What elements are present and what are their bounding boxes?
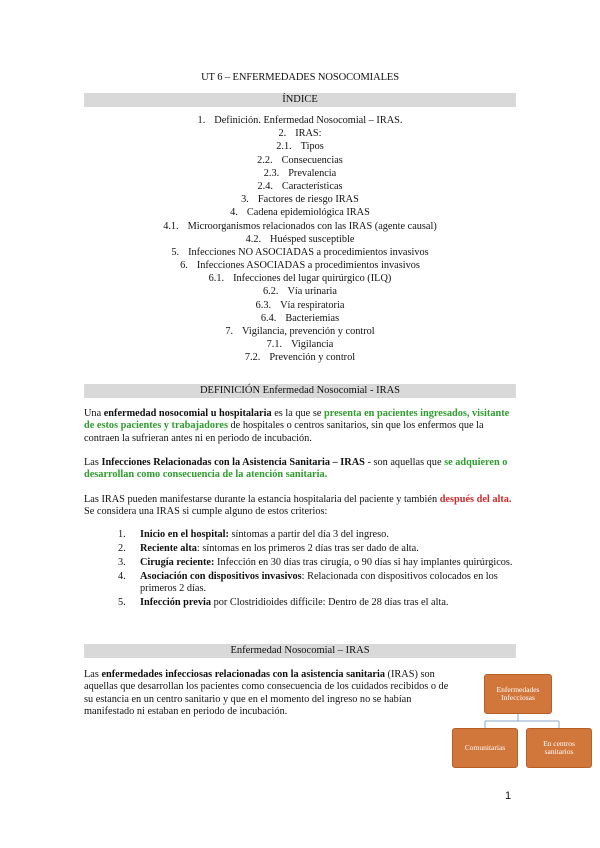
list-item-number: 3. — [118, 557, 126, 568]
toc-item-text: Características — [281, 180, 343, 192]
toc-item-number: 7. — [225, 326, 234, 337]
toc-item-number: 6. — [180, 260, 188, 272]
iras-criteria-intro — [84, 494, 516, 519]
bold-term: Infecciones Relacionadas con la Asistencia Sanitaria – IRAS — [101, 457, 365, 468]
toc-item-number: 7.1. — [266, 339, 283, 351]
toc-item[interactable] — [0, 127, 600, 140]
document-title: UT 6 – ENFERMEDADES NOSOCOMIALES — [201, 72, 399, 83]
toc-item-text: Definición. Enfermedad Nosocomial – IRAS. — [214, 115, 403, 126]
text-run: es la que se — [271, 408, 324, 419]
text-run: Las IRAS pueden manifestarse durante la estancia hospitalaria del paciente y también — [84, 494, 440, 505]
toc-item-number: 6.1. — [208, 273, 225, 285]
bold-term: Infección previa — [140, 597, 212, 609]
toc-item-number: 4. — [230, 207, 238, 219]
toc-item-number: 5. — [171, 246, 180, 258]
toc-item-text: Vía urinaria — [287, 286, 337, 298]
toc-item[interactable] — [0, 351, 600, 364]
toc-item-number: 4.1. — [163, 220, 179, 232]
criteria-list — [118, 529, 518, 611]
toc-item[interactable] — [0, 299, 600, 312]
text-run: Se considera una IRAS si cumple alguno de estos criterios: — [84, 506, 328, 518]
text-run: Las — [84, 669, 102, 680]
bold-term: enfermedad nosocomial u hospitalaria — [103, 408, 272, 419]
bold-term: enfermedades infecciosas relacionadas con la asistencia sanitaria — [101, 669, 385, 680]
page-number: 1 — [505, 790, 512, 802]
toc-item-text: Vigilancia — [291, 339, 334, 351]
toc-item-text: Tipos — [300, 141, 324, 153]
toc-item-text: Huésped susceptible — [270, 233, 355, 245]
toc-item[interactable] — [0, 338, 600, 351]
iras-definition-paragraph — [84, 457, 516, 482]
text-run: Las — [84, 457, 102, 468]
list-item — [118, 543, 518, 555]
bold-term: Cirugía reciente: — [140, 557, 215, 568]
toc-item[interactable] — [0, 206, 600, 219]
toc-item[interactable] — [0, 233, 600, 246]
text-run: : Relacionada con dispositivos colocados en los primeros 2 días. — [140, 571, 498, 595]
toc-item[interactable] — [0, 259, 600, 272]
bold-term: Asociación con dispositivos invasivos — [140, 571, 302, 582]
list-item-number: 2. — [118, 543, 126, 554]
toc-item[interactable] — [0, 312, 600, 325]
toc-item[interactable] — [0, 154, 600, 167]
bold-term: Reciente alta — [140, 543, 197, 554]
list-item-number: 1. — [118, 529, 126, 540]
toc-item-number: 2.4. — [257, 180, 273, 192]
definicion-heading: DEFINICIÓN Enfermedad Nosocomial - IRAS — [84, 384, 516, 398]
table-of-contents — [0, 114, 600, 365]
highlight-green: presenta en pacientes ingresados, visitante de estos pacientes y trabajadores — [84, 408, 510, 432]
toc-item[interactable] — [0, 140, 600, 153]
text-run: por Clostridioides difficile: Dentro de 28 días tras el alta. — [211, 597, 449, 609]
toc-item-text: Cadena epidemiológica IRAS — [246, 207, 370, 219]
toc-item-number: 4.2. — [245, 233, 262, 245]
toc-item-text: Infecciones NO ASOCIADAS a procedimientos invasivos — [188, 246, 429, 258]
list-item — [118, 529, 518, 541]
bold-term: Inicio en el hospital: — [140, 529, 229, 540]
toc-item-text: Infecciones del lugar quirúrgico (ILQ) — [233, 273, 392, 285]
text-run: (IRAS) son aquellas que desarrollan los pacientes como consecuencia de los cuidados recibidos o de su estancia en un centro sanitario y que en el momento del ingreso no se habían manifestado ni estaban en periodo de incubación. — [84, 669, 449, 718]
toc-item-text: Factores de riesgo IRAS — [257, 194, 359, 206]
indice-heading: ÍNDICE — [84, 93, 516, 107]
list-item — [118, 571, 518, 596]
toc-item[interactable] — [0, 246, 600, 259]
toc-item[interactable] — [0, 285, 600, 298]
list-item — [118, 597, 518, 609]
toc-item[interactable] — [0, 180, 600, 193]
toc-item-text: Prevención y control — [269, 352, 356, 364]
toc-item[interactable] — [0, 193, 600, 206]
diagram-node-comunitarias: Comunitarias — [452, 728, 518, 768]
list-item-number: 5. — [118, 597, 126, 609]
toc-item-number: 3. — [241, 194, 249, 206]
highlight-red: después del alta. — [439, 494, 512, 505]
diagram-node-centros-sanitarios: En centros sanitarios — [526, 728, 592, 768]
toc-item-number: 2.3. — [263, 167, 280, 179]
toc-item-number: 6.2. — [263, 286, 279, 298]
enfermedad-heading: Enfermedad Nosocomial – IRAS — [84, 644, 516, 658]
toc-item-text: Vía respiratoria — [280, 299, 345, 311]
toc-item-number: 7.2. — [244, 352, 261, 364]
text-run: de hospitales o centros sanitarios, sin que los enfermos que la contraen la sufrieran antes ni en periodo de incubación. — [84, 420, 484, 444]
text-run: : síntomas en los primeros 2 días tras ser dado de alta. — [196, 543, 419, 554]
text-run: - son aquellas que — [364, 457, 445, 468]
classification-diagram — [452, 674, 594, 770]
diagram-node-root: Enfermedades Infecciosas — [484, 674, 552, 714]
list-item — [118, 557, 518, 569]
toc-item-number: 2.2. — [257, 154, 273, 166]
toc-item-number: 6.3. — [255, 299, 272, 311]
toc-item-text: Prevalencia — [288, 167, 337, 179]
toc-item-number: 1. — [197, 115, 206, 126]
toc-item-text: Infecciones ASOCIADAS a procedimientos invasivos — [196, 260, 420, 272]
toc-item[interactable] — [0, 272, 600, 285]
highlight-green: se adquieren o desarrollan como consecuencia de la atención sanitaria. — [84, 457, 508, 481]
toc-item[interactable] — [0, 167, 600, 180]
toc-item[interactable] — [0, 114, 600, 127]
text-run: Una — [84, 408, 104, 419]
toc-item-text: Vigilancia, prevención y control — [242, 326, 375, 337]
toc-item-text: Microorganismos relacionados con las IRAS (agente causal) — [187, 220, 437, 232]
toc-item-number: 6.4. — [260, 312, 277, 324]
text-run: Infección en 30 días tras cirugía, o 90 días si hay implantes quirúrgicos. — [214, 557, 513, 568]
toc-item-text: Bacteriemias — [285, 312, 340, 324]
toc-item-text: IRAS: — [295, 128, 322, 140]
toc-item-number: 2.1. — [276, 141, 292, 153]
text-run: síntomas a partir del día 3 del ingreso. — [228, 529, 389, 540]
toc-item[interactable] — [0, 325, 600, 338]
definition-paragraph — [84, 408, 516, 445]
enfermedad-paragraph — [84, 669, 454, 719]
list-item-number: 4. — [118, 571, 126, 582]
toc-item-text: Consecuencias — [281, 154, 343, 166]
toc-item[interactable] — [0, 220, 600, 233]
toc-item-number: 2. — [278, 128, 287, 140]
